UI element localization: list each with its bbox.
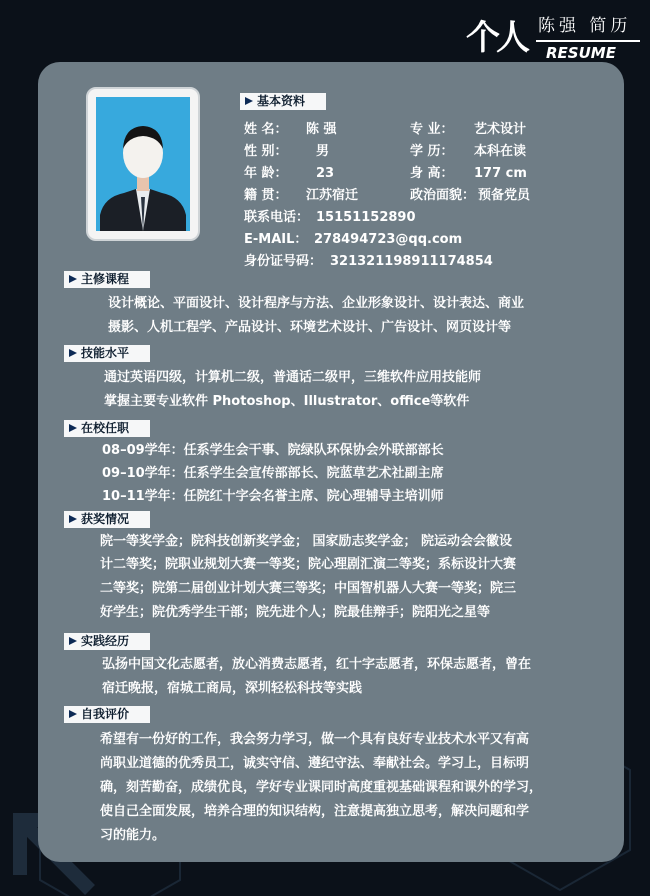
section-title-skills: 技能水平 [64, 345, 150, 362]
profile-photo [96, 97, 190, 231]
education-label: 学 历： [410, 144, 454, 159]
party-label: 政治面貌： [410, 188, 476, 203]
self-evaluation-line: 尚职业道德的优秀员工，诚实守信、遵纪守法、奉献社会。学习上，目标明 [100, 756, 530, 771]
awards-line: 好学生；院优秀学生干部；院先进个人；院最佳辩手；院阳光之星等 [100, 605, 491, 620]
education-value: 本科在读 [474, 144, 527, 159]
section-title-self-evaluation: 自我评价 [64, 706, 150, 723]
resume-logo [466, 12, 642, 62]
triangle-bullet-icon [69, 349, 77, 357]
person-silhouette-icon [96, 97, 190, 231]
party-value: 预备党员 [478, 188, 531, 203]
triangle-bullet-icon [69, 424, 77, 432]
origin-label: 籍 贯： [244, 188, 288, 203]
practice-line: 宿迁晚报，宿城工商局，深圳轻松科技等实践 [102, 681, 363, 696]
section-title-courses: 主修课程 [64, 271, 150, 288]
skills-line: 通过英语四级，计算机二级，普通话二级甲，三维软件应用技能师 [104, 370, 482, 385]
positions-line: 08–09学年：任系学生会干事、院绿队环保协会外联部部长 [102, 443, 444, 458]
email-label: E-MAIL： [244, 232, 308, 247]
logo-mark: 个人 [466, 18, 526, 58]
name-label: 姓 名： [244, 122, 288, 137]
skills-line: 掌握主要专业软件 Photoshop、Illustrator、office等软件 [104, 394, 470, 409]
height-label: 身 高： [410, 166, 454, 181]
section-title-basic: 基本资料 [240, 93, 326, 110]
triangle-bullet-icon [69, 275, 77, 283]
logo-name: 陈强 简历 [538, 16, 632, 36]
awards-line: 计二等奖；院职业规划大赛一等奖；院心理剧汇演二等奖；系标设计大赛 [100, 557, 517, 572]
origin-value: 江苏宿迁 [306, 188, 359, 203]
age-label: 年 龄： [244, 166, 288, 181]
logo-english: RESUME [546, 44, 616, 62]
photo-frame [86, 87, 200, 241]
id-label: 身份证号码： [244, 254, 323, 269]
courses-line: 设计概论、平面设计、设计程序与方法、企业形象设计、设计表达、商业 [108, 296, 525, 311]
age-value: 23 [316, 166, 335, 181]
triangle-bullet-icon [69, 637, 77, 645]
positions-line: 10–11学年：任院红十字会名誉主席、院心理辅导主培训师 [102, 489, 444, 504]
email-value: 278494723@qq.com [314, 232, 463, 247]
self-evaluation-line: 使自己全面发展，培养合理的知识结构，注意提高独立思考，解决问题和学 [100, 804, 530, 819]
courses-line: 摄影、人机工程学、产品设计、环境艺术设计、广告设计、网页设计等 [108, 320, 512, 335]
triangle-bullet-icon [69, 710, 77, 718]
section-title-awards: 获奖情况 [64, 511, 150, 528]
practice-line: 弘扬中国文化志愿者，放心消费志愿者，红十字志愿者，环保志愿者，曾在 [102, 657, 532, 672]
major-value: 艺术设计 [474, 122, 527, 137]
phone-label: 联系电话： [244, 210, 310, 225]
major-label: 专 业： [410, 122, 454, 137]
section-title-positions: 在校任职 [64, 420, 150, 437]
self-evaluation-line: 习的能力。 [100, 828, 166, 843]
awards-line: 二等奖；院第二届创业计划大赛三等奖；中国智机器人大赛一等奖；院三 [100, 581, 517, 596]
triangle-bullet-icon [69, 515, 77, 523]
triangle-bullet-icon [245, 97, 253, 105]
positions-line: 09–10学年：任系学生会宣传部部长、院蓝草艺术社副主席 [102, 466, 444, 481]
section-title-practice: 实践经历 [64, 633, 150, 650]
name-value: 陈 强 [306, 122, 337, 137]
awards-line: 院一等奖学金；院科技创新奖学金； 国家励志奖学金； 院运动会会徽设 [100, 534, 513, 549]
height-value: 177 cm [474, 166, 527, 181]
gender-value: 男 [316, 144, 330, 159]
self-evaluation-line: 确，刻苦勤奋，成绩优良，学好专业课同时高度重视基础课程和课外的学习， [100, 780, 543, 795]
logo-divider [536, 40, 640, 42]
gender-label: 性 别： [244, 144, 288, 159]
id-value: 321321198911174854 [330, 254, 493, 269]
self-evaluation-line: 希望有一份好的工作，我会努力学习，做一个具有良好专业技术水平又有高 [100, 732, 530, 747]
phone-value: 15151152890 [316, 210, 416, 225]
